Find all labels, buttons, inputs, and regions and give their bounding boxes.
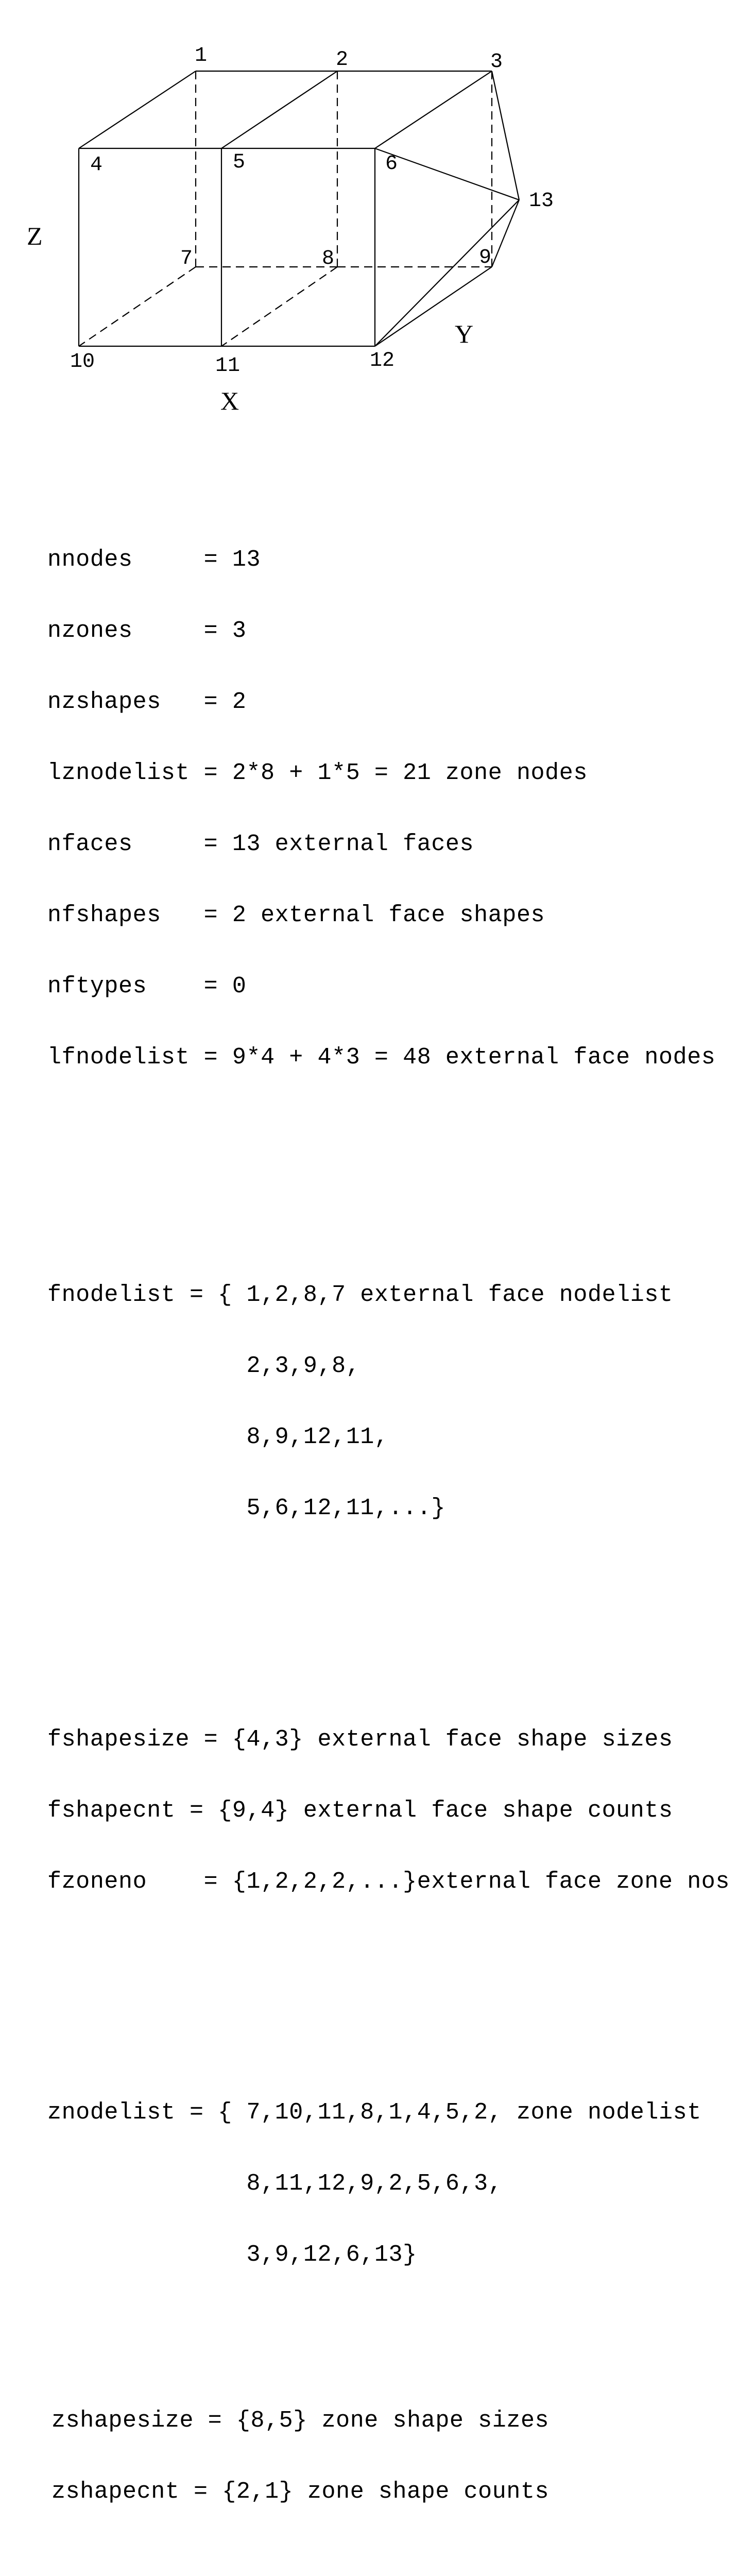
code-line-lfnodelist: lfnodelist = 9*4 + 4*3 = 48 external face nodes (47, 1044, 716, 1071)
node-label-4: 4 (90, 154, 103, 177)
zshape-block (47, 2362, 730, 2551)
edge-9-13 (492, 200, 519, 267)
node-label-7: 7 (180, 247, 193, 270)
mesh-diagram (0, 0, 738, 428)
code-line-fnodelist-cont: 2,3,9,8, (47, 1353, 361, 1379)
solid-edges (79, 71, 519, 346)
node-label-5: 5 (233, 151, 246, 174)
code-line-znodelist-cont: 8,11,12,9,2,5,6,3, (47, 2171, 503, 2197)
code-line-fshapesize: fshapesize = {4,3} external face shape sizes (47, 1726, 673, 1753)
node-label-13: 13 (529, 190, 554, 213)
code-line-fnodelist-cont: 5,6,12,11,...} (47, 1495, 445, 1521)
code-line-zshapesize: zshapesize = {8,5} zone shape sizes (52, 2408, 550, 2434)
code-line-zshapecnt: zshapecnt = {2,1} zone shape counts (52, 2479, 550, 2505)
count-block (47, 501, 730, 1117)
code-line-znodelist: znodelist = { 7,10,11,8,1,4,5,2, zone nodelist (47, 2099, 701, 2126)
node-label-12: 12 (370, 349, 395, 372)
code-line-nzshapes: nzshapes = 2 (47, 689, 247, 715)
code-line-nftypes: nftypes = 0 (47, 973, 247, 999)
edge-3-13 (492, 71, 519, 200)
code-line-fshapecnt: fshapecnt = {9,4} external face shape counts (47, 1798, 673, 1824)
mesh-description (47, 453, 730, 2576)
node-label-1: 1 (195, 44, 208, 67)
code-line-nfaces: nfaces = 13 external faces (47, 831, 474, 857)
node-label-11: 11 (215, 354, 241, 378)
code-line-nnodes: nnodes = 13 (47, 547, 261, 573)
node-labels (70, 44, 554, 378)
node-label-6: 6 (385, 152, 398, 176)
fnodelist-block (47, 1236, 730, 1568)
edge-3-6 (375, 71, 492, 148)
edge-1-4 (79, 71, 196, 148)
node-label-2: 2 (336, 48, 349, 72)
code-line-fnodelist: fnodelist = { 1,2,8,7 external face nodelist (47, 1282, 673, 1308)
edge-2-5 (221, 71, 337, 148)
edge-12-13 (375, 200, 519, 346)
node-label-9: 9 (479, 246, 492, 269)
axis-label-x: X (220, 386, 239, 415)
edge-8-11 (221, 267, 337, 346)
node-label-10: 10 (70, 350, 95, 374)
code-line-lznodelist: lznodelist = 2*8 + 1*5 = 21 zone nodes (47, 760, 588, 786)
node-label-8: 8 (322, 247, 335, 270)
code-line-nfshapes: nfshapes = 2 external face shapes (47, 902, 545, 928)
znodelist-block (47, 2054, 730, 2314)
edge-7-10 (79, 267, 196, 346)
node-label-3: 3 (490, 50, 503, 74)
edge-12-9 (375, 267, 492, 346)
axis-label-z: Z (27, 222, 43, 250)
axis-label-y: Y (455, 319, 474, 348)
code-line-fnodelist-cont: 8,9,12,11, (47, 1424, 389, 1450)
fshape-block (47, 1681, 730, 1941)
code-line-znodelist-cont: 3,9,12,6,13} (47, 2242, 417, 2268)
code-line-nzones: nzones = 3 (47, 618, 247, 644)
code-line-fzoneno: fzoneno = {1,2,2,2,...}external face zone nos (47, 1869, 730, 1895)
